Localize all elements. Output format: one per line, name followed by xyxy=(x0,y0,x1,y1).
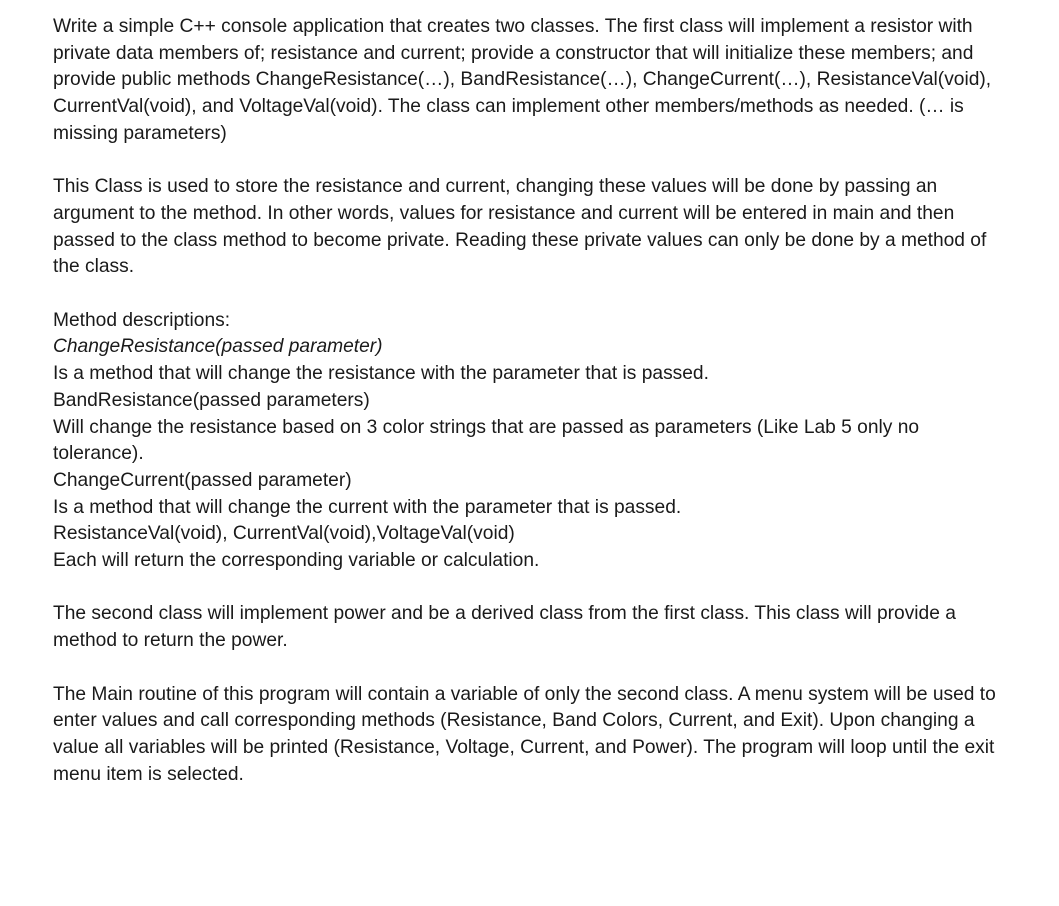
method-name-change-current: ChangeCurrent(passed parameter) xyxy=(53,469,352,491)
method-name-value-getters: ResistanceVal(void), CurrentVal(void),VoltageVal(void) xyxy=(53,523,515,545)
method-name-change-resistance: ChangeResistance(passed parameter) xyxy=(53,336,383,358)
main-routine-paragraph: The Main routine of this program will contain a variable of only the second class. A menu system will be used to enter values and call corresponding methods (Resistance, Band Colors, Current, and Exit). Upon changing a value all variables will be printed (Resistance, Voltage, Current, and Power). The program will loop until the exit menu item is selected. xyxy=(53,683,996,785)
method-descriptions-section xyxy=(53,308,1013,575)
paragraph-spacer xyxy=(53,148,1013,175)
method-description-band-resistance: Will change the resistance based on 3 color strings that are passed as parameters (Like Lab 5 only no tolerance). xyxy=(53,416,920,465)
derived-class-paragraph: The second class will implement power and be a derived class from the first class. This class will provide a method to return the power. xyxy=(53,603,956,652)
paragraph-spacer xyxy=(53,655,1013,682)
paragraph-spacer xyxy=(53,281,1013,308)
intro-paragraph: Write a simple C++ console application that creates two classes. The first class will implement a resistor with private data members of; resistance and current; provide a constructor that will initialize these members; and provide public methods ChangeResistance(…), BandResistance(…), ChangeCurrent(…), ResistanceVal(void), CurrentVal(void), and VoltageVal(void). The class can implement other members/methods as needed. (… is missing parameters) xyxy=(53,16,992,144)
method-description-change-resistance: Is a method that will change the resistance with the parameter that is passed. xyxy=(53,363,709,385)
paragraph-spacer xyxy=(53,575,1013,602)
document-body xyxy=(53,14,1013,788)
method-description-value-getters: Each will return the corresponding variable or calculation. xyxy=(53,550,540,572)
method-name-band-resistance: BandResistance(passed parameters) xyxy=(53,389,370,411)
class-usage-paragraph: This Class is used to store the resistance and current, changing these values will be done by passing an argument to the method. In other words, values for resistance and current will be entered in main and then passed to the class method to become private. Reading these private values can only be done by a method of the class. xyxy=(53,176,987,278)
method-description-change-current: Is a method that will change the current with the parameter that is passed. xyxy=(53,496,682,518)
method-descriptions-heading: Method descriptions: xyxy=(53,309,231,331)
